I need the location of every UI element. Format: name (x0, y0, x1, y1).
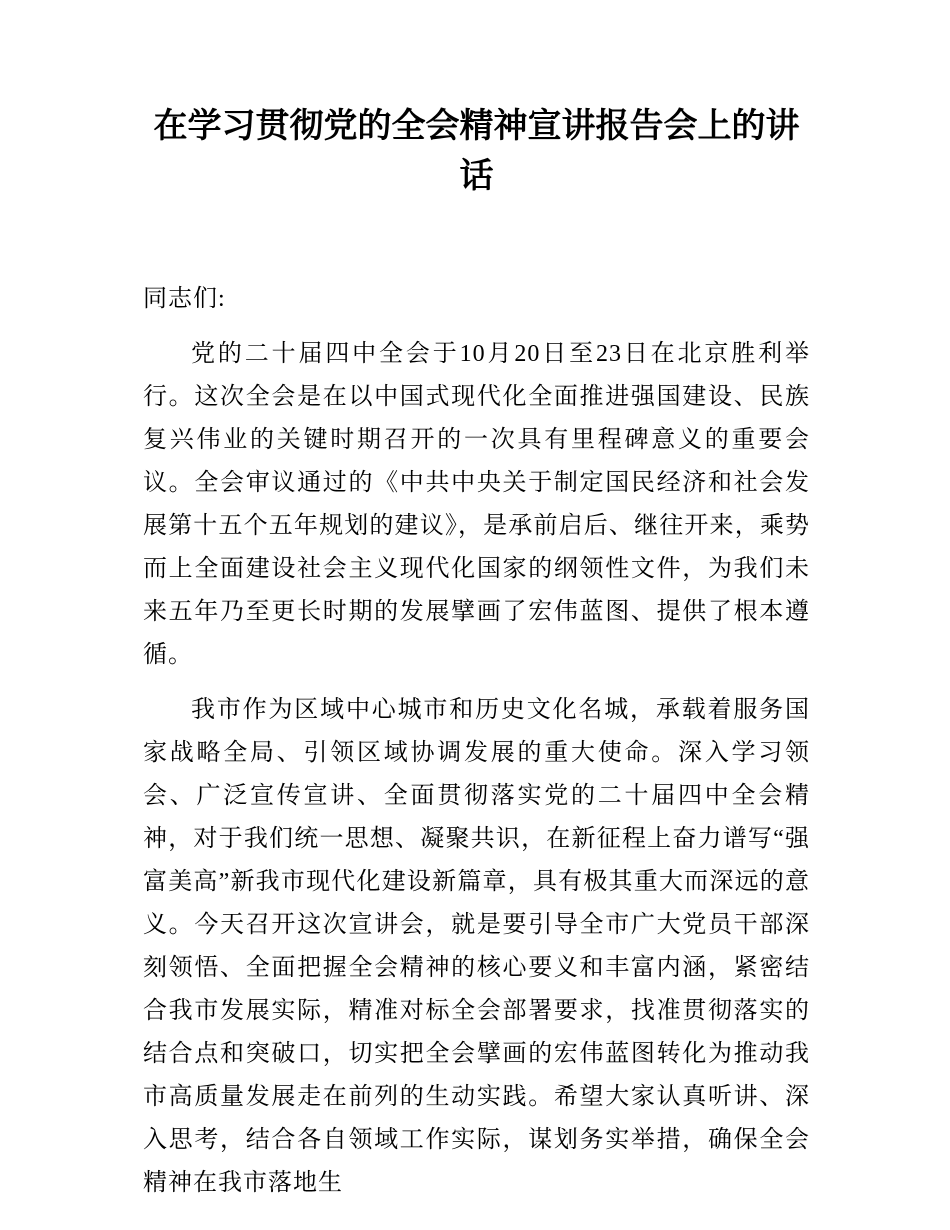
document-title: 在学习贯彻党的全会精神宣讲报告会上的讲话 (153, 108, 800, 195)
paragraph-2: 我市作为区域中心城市和历史文化名城，承载着服务国家战略全局、引领区域协调发展的重大使命。深入学习领会、广泛宣传宣讲、全面贯彻落实党的二十届四中全会精神，对于我们统一思想、凝聚共识，在新征程上奋力谱写“强富美高”新我市现代化建设新篇章，具有极其重大而深远的意义。今天召开这次宣讲会，就是要引导全市广大党员干部深刻领悟、全面把握全会精神的核心要义和丰富内涵，紧密结合我市发展实际，精准对标全会部署要求，找准贯彻落实的结合点和突破口，切实把全会擘画的宏伟蓝图转化为推动我市高质量发展走在前列的生动实践。希望大家认真听讲、深入思考，结合各自领域工作实际，谋划务实举措，确保全会精神在我市落地生 (143, 697, 810, 1196)
paragraph-1: 党的二十届四中全会于10月20日至23日在北京胜利举行。这次全会是在以中国式现代化全面推进强国建设、民族复兴伟业的关键时期召开的一次具有里程碑意义的重要会议。全会审议通过的《中共中央关于制定国民经济和社会发展第十五个五年规划的建议》，是承前启后、继往开来，乘势而上全面建设社会主义现代化国家的纲领性文件，为我们未来五年乃至更长时期的发展擘画了宏伟蓝图、提供了根本遵循。 (143, 341, 810, 668)
salutation-line: 同志们: (143, 286, 226, 312)
